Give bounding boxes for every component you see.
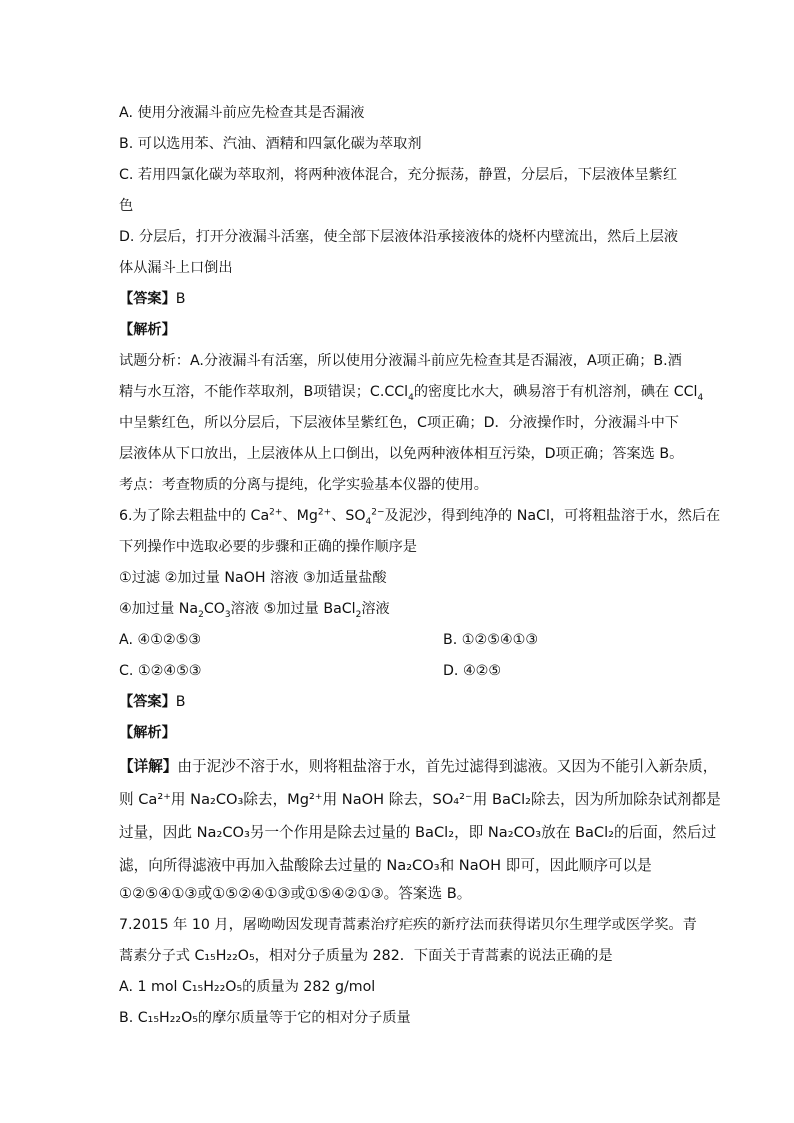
answer-label: 【答案】 <box>119 291 176 307</box>
q6-option-d: D. ④②⑤ <box>443 663 502 679</box>
answer-value: B <box>175 291 186 307</box>
q7-option-a: A. 1 mol C₁₅H₂₂O₅的质量为 282 g/mol <box>119 979 376 995</box>
q5-analysis-line1: 试题分析：A.分液漏斗有活塞，所以使用分液漏斗前应先检查其是否漏液，A项正确；B.酒 <box>119 353 682 369</box>
q5-kaodian: 考点：考查物质的分离与提纯，化学实验基本仪器的使用。 <box>119 477 488 493</box>
answer-value: B <box>175 694 186 710</box>
q5-option-a: A. 使用分液漏斗前应先检查其是否漏液 <box>119 105 365 121</box>
q6-stem-line1: 6.为了除去粗盐中的 $Ca^{2+}$、$Mg^{2+}$、$SO_4^{2-}$及泥沙，得到纯净的 NaCl，可将粗盐溶于水，然后在 <box>119 507 721 527</box>
q6-operations-line1: ①过滤 ②加过量 NaOH 溶液 ③加适量盐酸 <box>119 570 387 586</box>
q6-answer <box>119 692 186 712</box>
q6-detail-line3: 过量，因此 Na₂CO₃另一个作用是除去过量的 BaCl₂，即 Na₂CO₃放在 BaCl₂的后面，然后过 <box>119 824 717 841</box>
q6-stem-line2: 下列操作中选取必要的步骤和正确的操作顺序是 <box>119 539 417 555</box>
detail-label: 【详解】 <box>119 758 178 775</box>
q5-option-b: B. 可以选用苯、汽油、酒精和四氯化碳为萃取剂 <box>119 136 422 152</box>
q6-detail-line5: ①②⑤④①③或①⑤②④①③或①⑤④②①③。答案选 B。 <box>119 885 472 902</box>
ops-text: 溶液 ⑤加过量 BaCl <box>230 601 356 617</box>
q5-answer <box>119 289 186 309</box>
stem-text: 及泥沙，得到纯净的 NaCl，可将粗盐溶于水，然后在 <box>384 508 721 524</box>
q5-analysis-line3: 中呈紫红色，所以分层后，下层液体呈紫红色，C项正确；D．分液操作时，分液漏斗中下 <box>119 415 679 431</box>
q5-analysis-label: 【解析】 <box>119 322 176 338</box>
q7-option-b: B. C₁₅H₂₂O₅的摩尔质量等于它的相对分子质量 <box>119 1010 411 1026</box>
q6-option-b: B. ①②⑤④①③ <box>443 632 539 648</box>
analysis-text: 的密度比水大，碘易溶于有机溶剂，碘在 CCl <box>413 384 698 400</box>
q5-option-d-line1: D. 分层后，打开分液漏斗活塞，使全部下层液体沿承接液体的烧杯内壁流出，然后上层液 <box>119 229 679 245</box>
stem-text: 、SO <box>331 508 366 524</box>
q6-operations-line2: ④加过量 $Na_2CO_3$溶液 ⑤加过量 BaCl$_2$溶液 <box>119 601 390 620</box>
ops-text: 溶液 <box>361 601 390 617</box>
q6-option-c: C. ①②④⑤③ <box>119 663 202 679</box>
q6-detail-line2: 则 Ca²⁺用 Na₂CO₃除去，Mg²⁺用 NaOH 除去，SO₄²⁻用 BaCl₂除去，因为所加除杂试剂都是 <box>119 791 721 808</box>
q7-stem-line1: 7.2015 年 10 月，屠呦呦因发现青蒿素治疗疟疾的新疗法而获得诺贝尔生理学或医学奖。青 <box>119 917 697 933</box>
analysis-text: 精与水互溶，不能作萃取剂，B项错误；C.CCl <box>119 384 409 400</box>
answer-label: 【答案】 <box>119 694 176 710</box>
q5-analysis-line4: 层液体从下口放出，上层液体从上口倒出，以免两种液体相互污染，D项正确；答案选 B。 <box>119 446 684 462</box>
ops-text: ④加过量 Na <box>119 601 199 617</box>
q5-option-c-line1: C. 若用四氯化碳为萃取剂，将两种液体混合，充分振荡，静置，分层后，下层液体呈紫红 <box>119 167 678 183</box>
q6-detail-line1 <box>119 757 717 777</box>
stem-text: 6.为了除去粗盐中的 Ca <box>119 508 270 524</box>
q6-analysis-label: 【解析】 <box>119 725 176 741</box>
q5-option-d-line2: 体从漏斗上口倒出 <box>119 260 233 276</box>
q5-option-c-line2: 色 <box>119 198 134 214</box>
ops-text: CO <box>203 601 225 617</box>
detail-text: 由于泥沙不溶于水，则将粗盐溶于水，首先过滤得到滤液。又因为不能引入新杂质， <box>177 758 718 775</box>
q7-stem-line2: 蒿素分子式 C₁₅H₂₂O₅，相对分子质量为 282．下面关于青蒿素的说法正确的是 <box>119 948 613 964</box>
q6-detail-line4: 滤，向所得滤液中再加入盐酸除去过量的 Na₂CO₃和 NaOH 即可，因此顺序可以是 <box>119 857 652 874</box>
stem-text: 、Mg <box>282 508 318 524</box>
q6-option-a: A. ④①②⑤③ <box>119 632 202 648</box>
q5-analysis-line2: 精与水互溶，不能作萃取剂，B项错误；C.CCl$_4$的密度比水大，碘易溶于有机溶剂，碘在 CCl$_4$ <box>119 384 704 403</box>
